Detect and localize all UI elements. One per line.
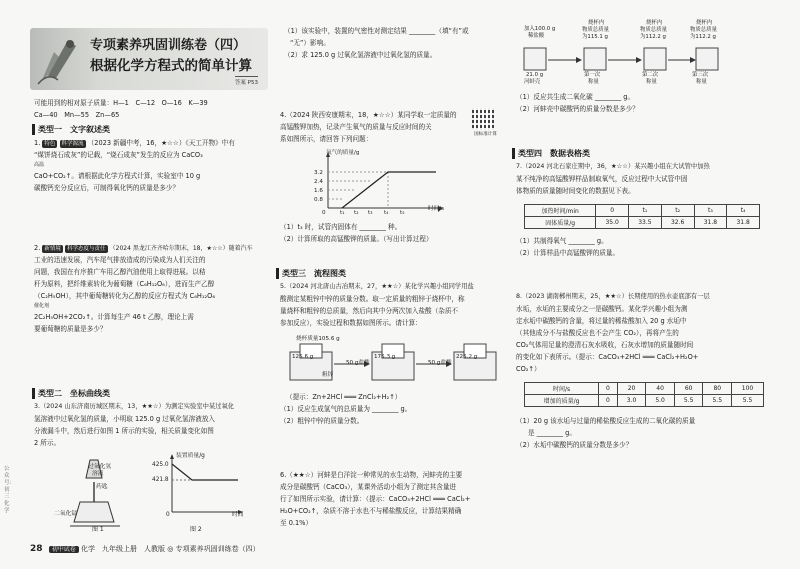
section-heading-1: 类型一 文字叙述类	[32, 124, 110, 135]
q1-line: 碳酸钙充分反应后，可制得氧化钙的质量是多少？	[34, 184, 180, 192]
q2-line: 2C₂H₅OH+2CO₂↑。计算每生产 46 t 乙醇，理论上需	[34, 313, 194, 321]
table-cell: 5.5	[674, 395, 703, 407]
q5-line: 酸测定某粗锌中锌的质量分数。取一定质量的粗锌于烧杯中，称	[280, 295, 465, 303]
q7-line: 某不纯净的高锰酸钾样品制取氧气，反应过程中大试管中固	[516, 175, 688, 183]
q8-line: 定水垢中碳酸钙的含量，将过量的稀盐酸加入 20 g 水垢中	[516, 317, 687, 325]
q6-line: H₂O+CO₂↑，杂质不溶于水也不与稀盐酸反应，计算结果精确	[280, 507, 462, 515]
table-cell: 32.6	[661, 217, 694, 229]
q4-chart-xtick: t₂	[354, 210, 359, 216]
q3-fig2-origin: 0	[166, 512, 170, 518]
section-heading-2: 类型二 坐标曲线类	[32, 388, 110, 399]
q5-sub: （2）粗锌中锌的质量分数。	[280, 417, 364, 425]
q6-fig-label: 称量	[696, 79, 707, 85]
q4-chart-xtick: 0	[322, 210, 326, 216]
q5-line: 参加反应），实验过程和数据如图所示。请计算：	[280, 319, 422, 327]
q6-fig-label: 称量	[646, 79, 657, 85]
page-subtitle: 根据化学方程式的简单计算	[90, 58, 252, 74]
atomic-mass-line2: Ca—40 Mn—55 Zn—65	[34, 111, 120, 119]
table-cell: 0	[596, 205, 629, 217]
q7-data-table	[524, 204, 760, 229]
q3-fig1-caption: 图 1	[92, 526, 104, 533]
q6-fig-label: 物质总质量	[582, 27, 609, 33]
q1-number: 1. 特色 科学源流 （2023 新疆中考，16，★☆☆）《天工开物》中有	[34, 139, 235, 147]
q7-sub: （2）计算样品中高锰酸钾的质量。	[516, 249, 620, 257]
q2-line: 要葡萄糖的质量是多少？	[34, 325, 107, 333]
q3-fig2-caption: 图 2	[190, 526, 202, 533]
title-banner	[30, 28, 268, 90]
q8-line: 8.（2023 湖南郴州期末，25，★★☆）长期使用的热水壶底部有一层	[516, 293, 710, 300]
q2-line: 秆为原料，把纤维素转化为葡萄糖（C₆H₁₂O₆），进而生产乙醇	[34, 280, 215, 288]
q4-chart-ytick: 3.2	[314, 170, 323, 176]
footer-text: 化学 九年级上册 人教版 ◎ 专项素养巩固训练卷（四）	[81, 545, 260, 553]
q3-fig1-label: 药匙	[96, 484, 108, 490]
q5-fig-label: 50 g盐酸	[346, 360, 370, 366]
q3-line: 氢溶液中过氧化氢的质量，小明取 125.0 g 过氧化氢溶液放入	[34, 415, 216, 423]
q4-chart-ytick: 1.6	[314, 188, 323, 194]
table-cell: 0	[599, 383, 618, 395]
table-cell: 时间/s	[525, 383, 599, 395]
section-heading-4: 类型四 数据表格类	[512, 148, 590, 159]
q7-line: 7.（2024 河北石家庄期中，36，★☆☆）某兴趣小组在大试管中加热	[516, 163, 710, 170]
q6-fig-label: 21.0 g	[526, 72, 544, 78]
q5-fig-label: 50 g盐酸	[428, 360, 452, 366]
table-row	[525, 205, 760, 217]
q6-fig-label: 称量	[588, 79, 599, 85]
q2-line: 问题，我国在有序推广车用乙醇汽油使用上取得进展。以秸	[34, 268, 206, 276]
table-cell: 33.5	[629, 217, 662, 229]
table-cell: 0	[599, 395, 618, 407]
q6-line: 至 0.1%）	[280, 519, 313, 527]
q3-sub-line: （2）求 125.0 g 过氧化氢溶液中过氧化氢的质量。	[284, 51, 437, 59]
q6-fig-label: 河蚌壳	[524, 79, 541, 85]
q4-chart-xtick: t₃	[368, 210, 373, 216]
q7-line: 体物质的质量随时间变化的数据见下表。	[516, 187, 635, 195]
q1-tag-science: 科学源流	[61, 141, 84, 147]
q5-line: 5.（2024 河北唐山古冶期末，27，★★☆）某化学兴趣小组同学用盐	[280, 283, 474, 290]
table-cell: 80	[703, 383, 732, 395]
q6-fig-label: 稀盐酸	[528, 33, 545, 39]
qr-code-overlay	[472, 108, 494, 130]
table-cell: 40	[646, 383, 675, 395]
table-row	[525, 383, 764, 395]
q6-fig-label: 为112.2 g	[640, 34, 666, 40]
q3-line: 2 所示。	[34, 439, 61, 447]
table-cell: 20	[617, 383, 646, 395]
q4-line: 4.（2024 陕西安康期末，18，★☆☆）某同学取一定质量的	[280, 111, 457, 119]
q2-number: 2. 新情境 科学态度与责任 （2024 黑龙江齐齐哈尔期末，18，★☆☆）随着汽车	[34, 244, 253, 252]
q3-sub-line: （1）该实验中，装置的气密性对测定结果 ________（填“有”或	[284, 27, 469, 35]
section-heading-3: 类型三 流程图类	[276, 268, 346, 279]
q6-line: 成分是碳酸钙（CaCO₃），某课外活动小组为了测定其含量进	[280, 483, 457, 491]
q2-tag-context: 新情境	[44, 246, 61, 252]
q6-fig-label: 烧杯内	[588, 20, 605, 26]
q4-chart-xtick: t₄	[384, 210, 389, 216]
q6-line: 行了如图所示实验，请计算：（提示：CaCO₃+2HCl ═══ CaCl₂+	[280, 495, 471, 503]
q4-line: 高锰酸钾加热，记录产生氧气的质量与反应时间的关	[280, 123, 432, 131]
table-cell: 5.0	[646, 395, 675, 407]
q5-fig-label: 粗锌	[322, 372, 334, 378]
q6-sub: （1）反应共生成二氧化碳 ________ g。	[516, 93, 635, 101]
table-cell: 31.8	[694, 217, 727, 229]
side-watermark: 公众号：初三化学	[4, 466, 16, 514]
q1-line: “煤饼烧石成灰”的记载，“烧石成灰”发生的反应为 CaCO₃	[34, 151, 203, 159]
q4-chart-xtick: t₁	[340, 210, 345, 216]
q8-sub: （2）水垢中碳酸钙的质量分数是多少？	[516, 441, 633, 449]
q3-line: 3.（2024 山东济南历城区期末，13，★★☆）为测定实验室中某过氧化	[34, 403, 235, 410]
table-cell: 31.8	[727, 217, 760, 229]
q6-fig-label: 第三次	[692, 72, 709, 78]
table-cell: 60	[674, 383, 703, 395]
q2-line: 工业的迅速发展，汽车尾气排放造成的污染成为人们关注的	[34, 256, 206, 264]
q2-tag-attitude: 科学态度与责任	[67, 246, 106, 252]
table-cell: 100	[732, 383, 764, 395]
q2-line: （C₂H₅OH），其中葡萄糖转化为乙醇的反应方程式为 C₆H₁₂O₆	[34, 292, 215, 300]
atomic-mass-line1: 可能用到的相对原子质量：H—1 C—12 O—16 K—39	[34, 99, 208, 107]
q3-fig2-ytick: 421.8	[152, 477, 169, 483]
q6-fig-label: 烧杯内	[696, 20, 713, 26]
q5-fig-reading: 125.6 g	[292, 354, 314, 360]
q4-line: 系如图所示，请回答下列问题：	[280, 135, 373, 143]
qr-code-label: 国标准计算	[474, 132, 497, 137]
q6-fig-label: 第一次	[584, 72, 601, 78]
page-title: 专项素养巩固训练卷（四）	[90, 38, 247, 53]
q8-sub: （1）20 g 该水垢与过量的稀盐酸反应生成的二氧化碳的质量	[516, 417, 696, 425]
table-cell: 加热时间/min	[525, 205, 596, 217]
q5-hint: （提示：Zn+2HCl ═══ ZnCl₂+H₂↑）	[286, 393, 402, 401]
table-cell: 5.5	[732, 395, 764, 407]
q6-fig-label: 物质总质量	[640, 27, 667, 33]
q8-line: 水垢，水垢的主要成分之一是碳酸钙。某化学兴趣小组为测	[516, 305, 688, 313]
table-cell: t₂	[661, 205, 694, 217]
q3-fig2-ytick: 425.0	[152, 462, 169, 468]
table-cell: 固体质量/g	[525, 217, 596, 229]
q3-sub-line: “无”）影响。	[290, 39, 330, 47]
q3-fig1-label: 溶液	[92, 471, 104, 477]
q4-chart-xtick: t₅	[400, 210, 405, 216]
table-row	[525, 395, 764, 407]
q5-sub: （1）反应生成氢气的总质量为 ________ g。	[280, 405, 412, 413]
q3-fig1-label: 过氧化氢	[88, 464, 112, 470]
q1-tag-special: 特色	[44, 141, 56, 147]
q6-fig-label: 加入100.0 g	[524, 26, 556, 32]
page-number: 28	[30, 544, 43, 554]
q7-sub: （1）共制得氧气 ________ g。	[516, 237, 608, 245]
q4-sub: （1）t₃ 时，试管内固体有 ________ 种。	[280, 223, 402, 231]
table-cell: t₄	[727, 205, 760, 217]
q8-line: 的变化如下表所示。（提示：CaCO₃+2HCl ═══ CaCl₂+H₂O+	[516, 353, 699, 361]
q8-line: CO₂气体用足量的澄清石灰水吸收，石灰水增加的质量随时间	[516, 341, 694, 349]
q5-fig-reading: 225.2 g	[456, 354, 478, 360]
table-cell: 增加的质量/g	[525, 395, 599, 407]
footer-tag: 初中试卷	[49, 546, 79, 553]
table-cell: 5.5	[703, 395, 732, 407]
q4-chart-ylabel: 氧气的质量/g	[326, 150, 360, 156]
q6-fig-label: 烧杯内	[646, 20, 663, 26]
table-cell: 3.0	[617, 395, 646, 407]
q6-fig-label: 物质总质量	[690, 27, 717, 33]
page-footer	[30, 544, 260, 554]
q3-fig1-label: 二氧化锰	[54, 511, 78, 517]
q1-line: CaO+CO₂↑。请根据此化学方程式计算，实验室中 10 g	[34, 172, 201, 180]
q5-fig-label: 烧杯质量105.6 g	[296, 336, 340, 342]
q6-process-figure	[520, 40, 720, 84]
q8-line: （其他成分不与盐酸反应也不会产生 CO₂），再将产生的	[516, 329, 679, 337]
table-row	[525, 217, 760, 229]
q4-chart-ytick: 0.8	[314, 197, 323, 203]
q6-line: 6.（★★☆）河蚌是白洋淀一种常见的水生动物，河蚌壳的主要	[280, 471, 463, 479]
q3-line: 分液漏斗中，然后进行如图 1 所示的实验，相关质量变化如图	[34, 427, 214, 435]
q6-fig-label: 第二次	[642, 72, 659, 78]
table-cell: t₃	[694, 205, 727, 217]
q8-line: CO₂↑）	[516, 365, 541, 373]
q8-sub: 是 ________ g。	[528, 429, 576, 437]
q1-condition: 高温	[34, 162, 45, 168]
q5-line: 量烧杯和粗锌的总质量，然后向其中分两次加入盐酸（杂质不	[280, 307, 459, 315]
q3-fig2-ylabel: 装置质量/g	[176, 453, 205, 459]
q6-sub: （2）河蚌壳中碳酸钙的质量分数是多少？	[516, 105, 639, 113]
q2-condition: 催化剂	[34, 303, 50, 309]
q6-fig-label: 为112.2 g	[690, 34, 716, 40]
q4-chart-xlabel: 时间/s	[428, 206, 444, 212]
rocket-decoration-icon	[34, 32, 84, 86]
q3-fig2-xlabel: 时间	[232, 512, 244, 518]
q8-data-table	[524, 382, 764, 407]
q4-chart-ytick: 2.4	[314, 179, 323, 185]
q4-sub: （2）计算所取的高锰酸钾的质量。（写出计算过程）	[280, 235, 433, 243]
q5-fig-reading: 175.3 g	[374, 354, 396, 360]
table-cell: t₁	[629, 205, 662, 217]
answer-reference: 答案 P53	[235, 76, 258, 86]
q6-fig-label: 为115.1 g	[582, 34, 608, 40]
table-cell: 35.0	[596, 217, 629, 229]
